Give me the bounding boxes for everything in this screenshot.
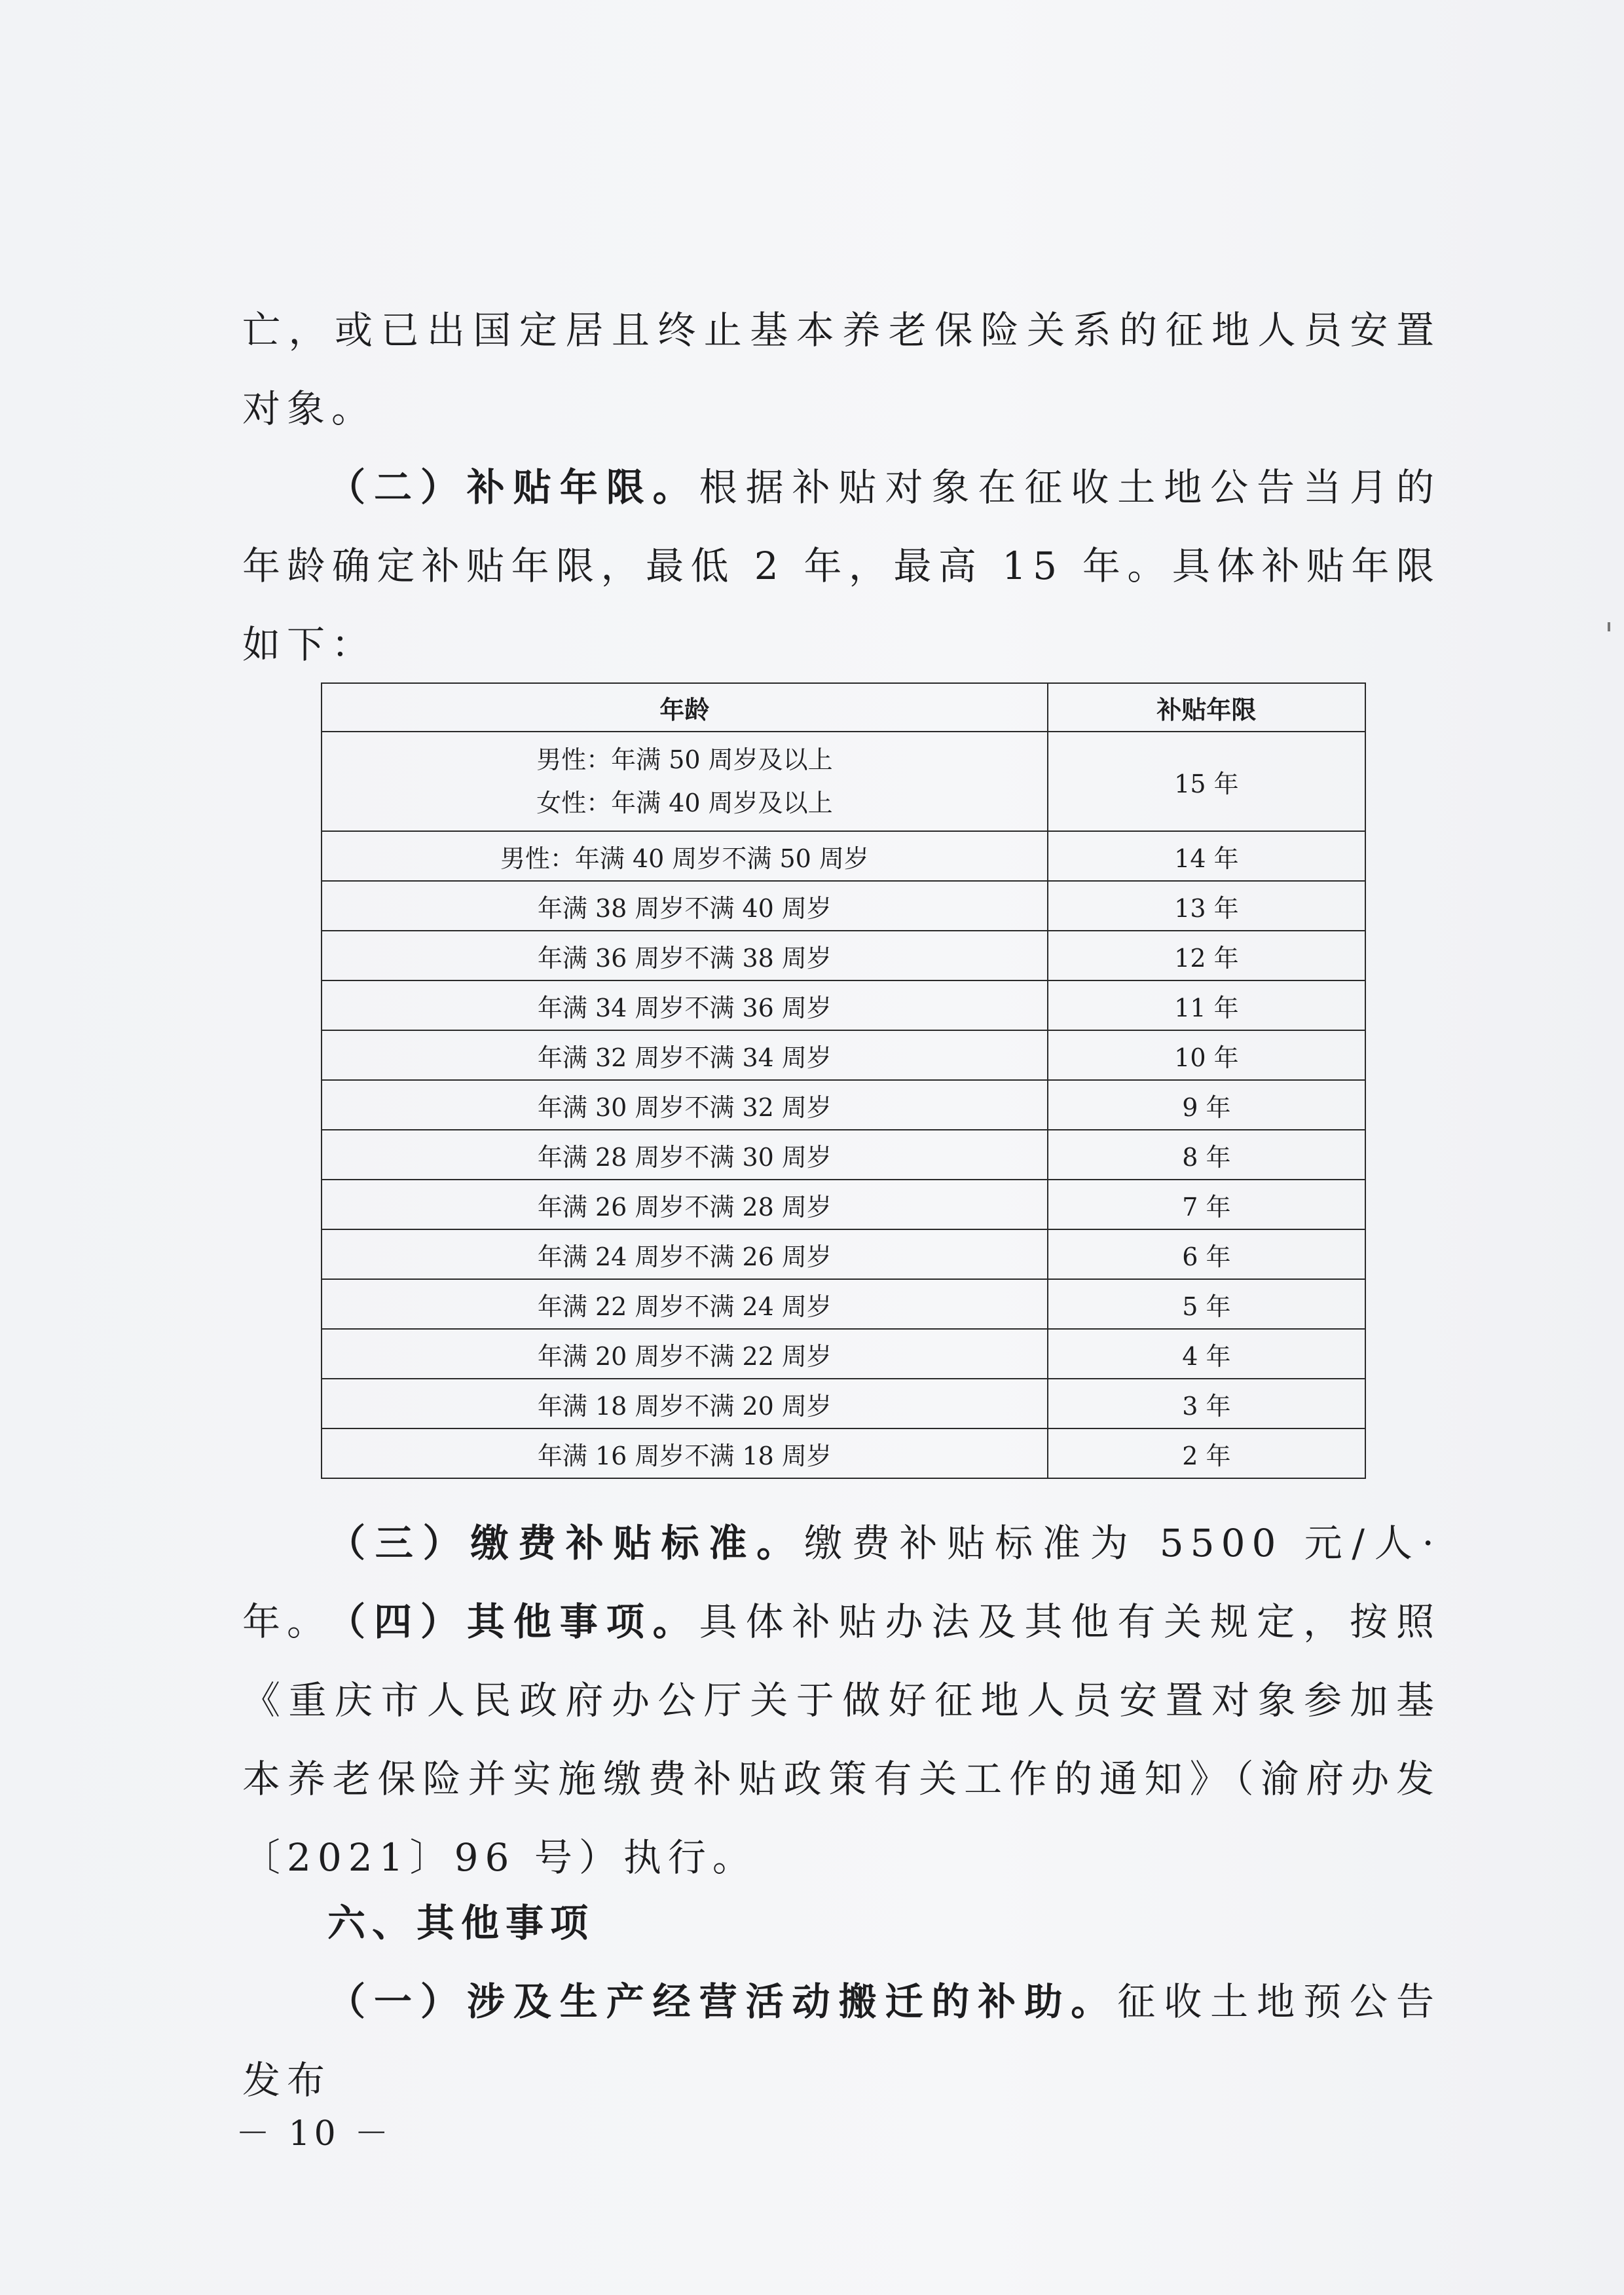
table-cell-age: 年满 38 周岁不满 40 周岁 <box>322 881 1048 931</box>
table-row <box>322 732 1365 831</box>
table-cell-years: 9 年 <box>1048 1080 1365 1130</box>
table-body <box>322 732 1365 1478</box>
table-row <box>322 1229 1365 1279</box>
table-cell-age <box>322 732 1048 831</box>
paragraph-label: （一）涉及生产经营活动搬迁的补助。 <box>327 1979 1118 2024</box>
header-age: 年龄 <box>322 683 1048 732</box>
table-cell-years: 11 年 <box>1048 980 1365 1030</box>
paragraph-text: 亡，或已出国定居且终止基本养老保险关系的征地人员安置对象。 <box>242 308 1441 431</box>
table-cell-years: 2 年 <box>1048 1428 1365 1478</box>
table-row <box>322 1180 1365 1229</box>
paragraph-other-matters <box>242 1582 1441 1897</box>
table-cell-years: 4 年 <box>1048 1329 1365 1379</box>
header-years: 补贴年限 <box>1048 683 1365 732</box>
paragraph-text: 缴费补贴标准为 5500 元/人·年。 <box>242 1521 1441 1644</box>
table-row <box>322 1279 1365 1329</box>
table-cell-age: 年满 30 周岁不满 32 周岁 <box>322 1080 1048 1130</box>
age-line-female: 女性：年满 40 周岁及以上 <box>536 789 833 817</box>
paragraph-label: （三）缴费补贴标准。 <box>327 1521 804 1565</box>
table-cell-years: 7 年 <box>1048 1180 1365 1229</box>
section-heading-6 <box>242 1884 1441 1962</box>
table-row <box>322 1030 1365 1080</box>
table-row <box>322 1379 1365 1428</box>
table-cell-age: 年满 26 周岁不满 28 周岁 <box>322 1180 1048 1229</box>
paragraph-relocation-subsidy <box>242 1962 1441 2119</box>
table-cell-years: 8 年 <box>1048 1130 1365 1180</box>
table-cell-age: 年满 34 周岁不满 36 周岁 <box>322 980 1048 1030</box>
table-cell-age: 年满 24 周岁不满 26 周岁 <box>322 1229 1048 1279</box>
table-row <box>322 1329 1365 1379</box>
table-cell-age: 年满 22 周岁不满 24 周岁 <box>322 1279 1048 1329</box>
subsidy-years-table <box>321 682 1366 1479</box>
age-line-male: 男性：年满 50 周岁及以上 <box>536 745 833 774</box>
scan-mark <box>1608 622 1610 631</box>
table-cell-age: 年满 32 周岁不满 34 周岁 <box>322 1030 1048 1080</box>
paragraph-subsidy-years <box>242 448 1441 684</box>
page-number: － 10 － <box>236 2114 393 2154</box>
table-cell-years: 13 年 <box>1048 881 1365 931</box>
table-cell-years: 6 年 <box>1048 1229 1365 1279</box>
paragraph-text: 根据补贴对象在征收土地公告当月的年龄确定补贴年限，最低 2 年，最高 15 年。具体补贴年限如下： <box>242 465 1441 667</box>
paragraph-continued <box>242 291 1441 448</box>
paragraph-text: 征收土地预公告发布 <box>242 1979 1441 2102</box>
table-cell-age: 年满 16 周岁不满 18 周岁 <box>322 1428 1048 1478</box>
table-row <box>322 1428 1365 1478</box>
table-row <box>322 931 1365 980</box>
table-cell-age: 年满 28 周岁不满 30 周岁 <box>322 1130 1048 1180</box>
table-cell-age: 年满 18 周岁不满 20 周岁 <box>322 1379 1048 1428</box>
table-row <box>322 1080 1365 1130</box>
table-cell-age: 年满 20 周岁不满 22 周岁 <box>322 1329 1048 1379</box>
table-row <box>322 881 1365 931</box>
table-row <box>322 831 1365 881</box>
table-header-row <box>322 683 1365 732</box>
table-row <box>322 980 1365 1030</box>
table-cell-age: 男性：年满 40 周岁不满 50 周岁 <box>322 831 1048 881</box>
table-cell-years: 12 年 <box>1048 931 1365 980</box>
paragraph-text: 具体补贴办法及其他有关规定，按照《重庆市人民政府办公厅关于做好征地人员安置对象参加基本养老保险并实施缴费补贴政策有关工作的通知》（渝府办发〔2021〕96 号）执行。 <box>242 1599 1441 1880</box>
table-cell-years: 14 年 <box>1048 831 1365 881</box>
table-cell-age: 年满 36 周岁不满 38 周岁 <box>322 931 1048 980</box>
table-cell-years: 5 年 <box>1048 1279 1365 1329</box>
table-cell-years: 15 年 <box>1048 732 1365 831</box>
paragraph-label: （四）其他事项。 <box>327 1599 699 1644</box>
paragraph-label: （二）补贴年限。 <box>327 465 699 510</box>
table-cell-years: 3 年 <box>1048 1379 1365 1428</box>
heading-text: 六、其他事项 <box>327 1901 595 1945</box>
table-cell-years: 10 年 <box>1048 1030 1365 1080</box>
table-row <box>322 1130 1365 1180</box>
